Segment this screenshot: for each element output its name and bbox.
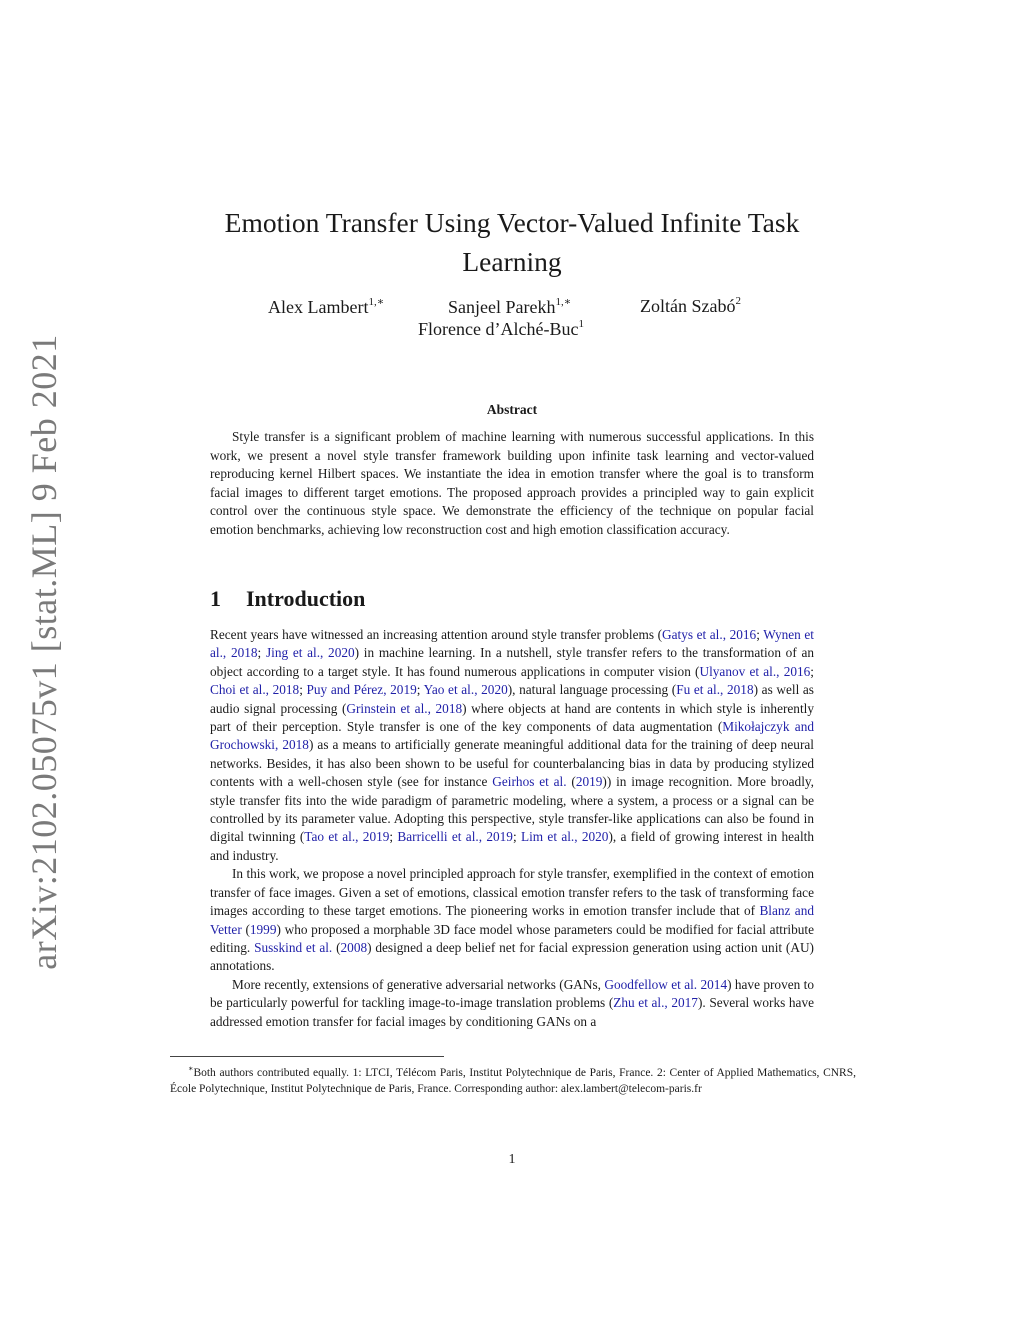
citation-link[interactable]: 2008 bbox=[340, 939, 368, 955]
body-text bbox=[210, 626, 814, 1031]
citation-link[interactable]: Susskind et al. bbox=[254, 939, 333, 955]
citation-link[interactable]: Grinstein et al., 2018 bbox=[346, 700, 463, 716]
citation-link[interactable]: Mikołajczyk and Grochowski, 2018 bbox=[210, 719, 814, 753]
abstract-heading: Abstract bbox=[486, 402, 538, 417]
section-title: Introduction bbox=[246, 586, 366, 611]
affiliation-mark: 1,∗ bbox=[368, 296, 385, 308]
citation-link[interactable]: Puy and Pérez, 2019 bbox=[306, 682, 417, 698]
citation-link[interactable]: 2019 bbox=[575, 774, 603, 790]
citation-link[interactable]: Gatys et al., 2016 bbox=[662, 627, 757, 642]
page-number: 1 bbox=[508, 1152, 516, 1167]
citation-link[interactable]: Ulyanov et al., 2016 bbox=[699, 663, 811, 679]
paragraph-text: ( bbox=[241, 921, 250, 937]
citation-link[interactable]: Geirhos et al. bbox=[492, 774, 567, 790]
author-name: Sanjeel Parekh bbox=[448, 297, 556, 317]
paragraph-text: ; bbox=[257, 645, 266, 661]
paragraph-text: ) as a means to artificially generate meaningful additional data for the training of deep neural networks. Besides, it has also been shown to be useful for counterbalancing bias in data by producing stylized contents with a well-chosen style (see for instance bbox=[210, 737, 814, 790]
arxiv-side-stamp bbox=[24, 334, 64, 970]
paragraph bbox=[210, 976, 814, 1031]
paragraph-text: ; bbox=[299, 682, 307, 698]
citation-link[interactable]: Blanz and Vetter bbox=[210, 903, 814, 937]
section-heading bbox=[210, 586, 365, 612]
author bbox=[268, 296, 384, 318]
author-name: Zoltán Szabó bbox=[640, 296, 736, 316]
footnote-rule bbox=[170, 1056, 444, 1057]
paragraph-text: More recently, extensions of generative adversarial networks (GANs, bbox=[232, 976, 605, 992]
author bbox=[418, 319, 584, 340]
paragraph-text: ( bbox=[332, 939, 341, 955]
paragraph-text: ) as well as audio signal processing ( bbox=[210, 682, 814, 716]
paragraph-text: ; bbox=[810, 663, 814, 679]
paragraph-text: ), natural language processing ( bbox=[507, 682, 677, 698]
author-name: Florence d’Alché-Buc bbox=[418, 319, 579, 339]
citation-link[interactable]: Fu et al., 2018 bbox=[676, 682, 754, 698]
paragraph-text: ) designed a deep belief net for facial expression generation using action unit (AU) annotations. bbox=[210, 939, 814, 974]
section-number: 1 bbox=[210, 586, 221, 611]
footnote-text: Both authors contributed equally. 1: LTCI, Télécom Paris, Institut Polytechnique de Paris, France. 2: Center of Applied Mathematics, CNRS, École Polytechnique, Institut Polytechnique de Paris, France. Corresponding author: alex.lambert@telecom-paris.fr bbox=[170, 1066, 856, 1096]
abstract-text: Style transfer is a significant problem of machine learning with numerous successful applications. In this work, we present a novel style transfer framework building upon infinite task learning and vector-valued reproducing kernel Hilbert spaces. We instantiate the idea in emotion transfer where the goal is to transform facial images to different target emotions. The proposed approach provides a principled way to gain explicit control over the continuous style space. We demonstrate the efficiency of the technique on popular facial emotion benchmarks, achieving low reconstruction cost and high emotion classification accuracy. bbox=[210, 429, 814, 537]
paragraph-text: In this work, we propose a novel principled approach for style transfer, exemplified in the context of emotion transfer of face images. Given a set of emotions, classical emotion transfer refers to the task of transforming face images according to these target emotions. The pioneering works in emotion transfer include that of bbox=[210, 866, 814, 919]
citation-link[interactable]: Choi et al., 2018 bbox=[210, 682, 300, 698]
paragraph-text: ) have proven to be particularly powerful for tackling image-to-image translation problems ( bbox=[210, 976, 814, 1011]
paragraph-text: Recent years have witnessed an increasing attention around style transfer problems ( bbox=[210, 627, 663, 642]
affiliation-mark: 1,∗ bbox=[555, 296, 572, 308]
citation-link[interactable]: Goodfellow et al. 2014 bbox=[604, 976, 728, 992]
paragraph-text: ; bbox=[416, 682, 424, 698]
paragraph-text: ) in machine learning. In a nutshell, style transfer refers to the transformation of an object according to a target style. It has found numerous applications in computer vision ( bbox=[210, 645, 815, 679]
footnote-mark: ∗ bbox=[188, 1064, 194, 1073]
paragraph-text: ; bbox=[756, 627, 764, 642]
paragraph bbox=[210, 626, 814, 865]
arxiv-identifier: arXiv:2102.05075v1 [stat.ML] 9 Feb 2021 bbox=[24, 334, 64, 970]
affiliation-mark: 1 bbox=[578, 318, 584, 330]
citation-link[interactable]: Barricelli et al., 2019 bbox=[397, 829, 513, 845]
author bbox=[448, 296, 571, 318]
paragraph-text: )) in image recognition. More broadly, style transfer fits into the wide paradigm of parametric modeling, where a system, a process or a signal can be controlled by its parameter value. Adopting this perspective, style transfer-like applications can also be found in digital twinning ( bbox=[210, 774, 814, 845]
citation-link[interactable]: Zhu et al., 2017 bbox=[613, 995, 698, 1011]
paragraph-text: ). Several works have addressed emotion transfer for facial images by conditioning GANs on a bbox=[210, 995, 815, 1029]
paragraph-text: ( bbox=[566, 774, 576, 790]
citation-link[interactable]: Jing et al., 2020 bbox=[265, 645, 355, 661]
author bbox=[640, 296, 741, 317]
citation-link[interactable]: Tao et al., 2019 bbox=[304, 829, 390, 845]
author-name: Alex Lambert bbox=[268, 297, 369, 317]
citation-link[interactable]: Lim et al., 2020 bbox=[520, 829, 609, 845]
footnote bbox=[170, 1061, 856, 1098]
affiliation-mark: 2 bbox=[735, 295, 741, 307]
paragraph bbox=[210, 865, 814, 975]
citation-link[interactable]: Wynen et al., 2018 bbox=[210, 627, 814, 661]
paragraph-text: ) who proposed a morphable 3D face model whose parameters could be modified for facial attribute editing. bbox=[210, 921, 814, 955]
citation-link[interactable]: Yao et al., 2020 bbox=[423, 682, 508, 698]
paper-title: Emotion Transfer Using Vector-Valued Infinite Task Learning bbox=[224, 207, 800, 277]
citation-link[interactable]: 1999 bbox=[249, 921, 277, 937]
paragraph-text: ; bbox=[512, 829, 521, 845]
paragraph-text: ), a field of growing interest in health and industry. bbox=[210, 829, 814, 863]
paragraph-text: ) where objects at hand are contents in which style is inherently part of their perception. Style transfer is one of the key components of data augmentation ( bbox=[210, 700, 814, 735]
paragraph-text: ; bbox=[389, 829, 398, 845]
